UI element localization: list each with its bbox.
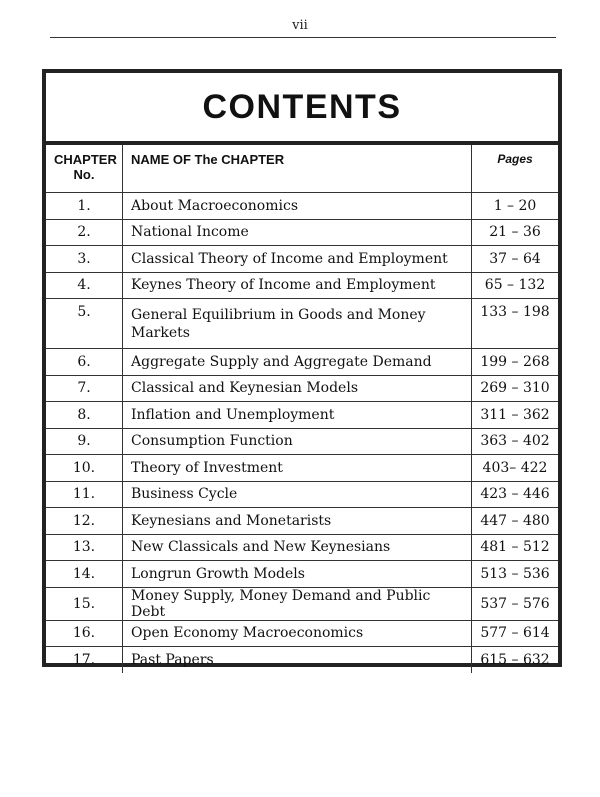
table-row [46, 647, 558, 673]
table-row [46, 375, 558, 402]
chapter-number: 11. [46, 481, 123, 508]
chapter-number: 14. [46, 561, 123, 588]
page-range: 65 – 132 [472, 272, 559, 299]
chapter-name: Inflation and Unemployment [123, 402, 472, 429]
table-row [46, 455, 558, 482]
chapter-number: 5. [46, 299, 123, 349]
table-row [46, 193, 558, 220]
page-range: 269 – 310 [472, 375, 559, 402]
page-range: 403– 422 [472, 455, 559, 482]
page-range: 363 – 402 [472, 428, 559, 455]
page-range: 311 – 362 [472, 402, 559, 429]
table-row [46, 219, 558, 246]
page-range: 513 – 536 [472, 561, 559, 588]
chapter-number: 10. [46, 455, 123, 482]
chapter-name: Keynes Theory of Income and Employment [123, 272, 472, 299]
chapter-name: Classical and Keynesian Models [123, 375, 472, 402]
chapter-name: Aggregate Supply and Aggregate Demand [123, 349, 472, 376]
chapter-name: Open Economy Macroeconomics [123, 620, 472, 647]
chapter-name: Consumption Function [123, 428, 472, 455]
header-chapter-name: NAME OF The CHAPTER [123, 145, 472, 193]
page-range: 37 – 64 [472, 246, 559, 273]
chapter-number: 1. [46, 193, 123, 220]
table-row [46, 402, 558, 429]
chapter-name: Theory of Investment [123, 455, 472, 482]
chapter-number: 4. [46, 272, 123, 299]
chapter-name: Money Supply, Money Demand and Public Debt [123, 587, 472, 620]
table-header-row [46, 145, 558, 193]
chapter-name: Longrun Growth Models [123, 561, 472, 588]
page-range: 447 – 480 [472, 508, 559, 535]
table-row [46, 508, 558, 535]
page-range: 423 – 446 [472, 481, 559, 508]
page-range: 199 – 268 [472, 349, 559, 376]
table-row [46, 534, 558, 561]
chapter-number: 3. [46, 246, 123, 273]
chapter-name: National Income [123, 219, 472, 246]
page-range: 577 – 614 [472, 620, 559, 647]
table-row [46, 561, 558, 588]
page-range: 21 – 36 [472, 219, 559, 246]
chapter-number: 6. [46, 349, 123, 376]
chapter-number: 8. [46, 402, 123, 429]
page-number: vii [292, 18, 308, 33]
chapter-name: About Macroeconomics [123, 193, 472, 220]
chapter-number: 13. [46, 534, 123, 561]
table-row [46, 299, 558, 349]
table-row [46, 428, 558, 455]
chapter-name: Business Cycle [123, 481, 472, 508]
contents-title: CONTENTS [202, 87, 402, 126]
header-pages: Pages [472, 145, 559, 193]
chapter-number: 7. [46, 375, 123, 402]
page-range: 133 – 198 [472, 299, 559, 349]
table-body [46, 193, 558, 673]
table-row [46, 620, 558, 647]
chapter-number: 17. [46, 647, 123, 673]
chapter-number: 12. [46, 508, 123, 535]
page-range: 1 – 20 [472, 193, 559, 220]
table-row [46, 481, 558, 508]
chapter-name: Past Papers [123, 647, 472, 673]
table-row [46, 349, 558, 376]
page-range: 481 – 512 [472, 534, 559, 561]
chapter-number: 15. [46, 587, 123, 620]
chapter-name: General Equilibrium in Goods and Money Markets [123, 299, 472, 349]
table-row [46, 246, 558, 273]
chapter-number: 9. [46, 428, 123, 455]
contents-box [42, 69, 562, 667]
header-chapter-no: CHAPTER No. [46, 145, 123, 193]
chapter-name: Classical Theory of Income and Employment [123, 246, 472, 273]
chapter-name: Keynesians and Monetarists [123, 508, 472, 535]
chapter-number: 16. [46, 620, 123, 647]
page-range: 537 – 576 [472, 587, 559, 620]
page-range: 615 – 632 [472, 647, 559, 673]
table-row [46, 272, 558, 299]
table-row [46, 587, 558, 620]
title-bar [46, 73, 558, 145]
contents-table [46, 145, 558, 673]
chapter-name: New Classicals and New Keynesians [123, 534, 472, 561]
chapter-number: 2. [46, 219, 123, 246]
header-rule [50, 37, 556, 38]
